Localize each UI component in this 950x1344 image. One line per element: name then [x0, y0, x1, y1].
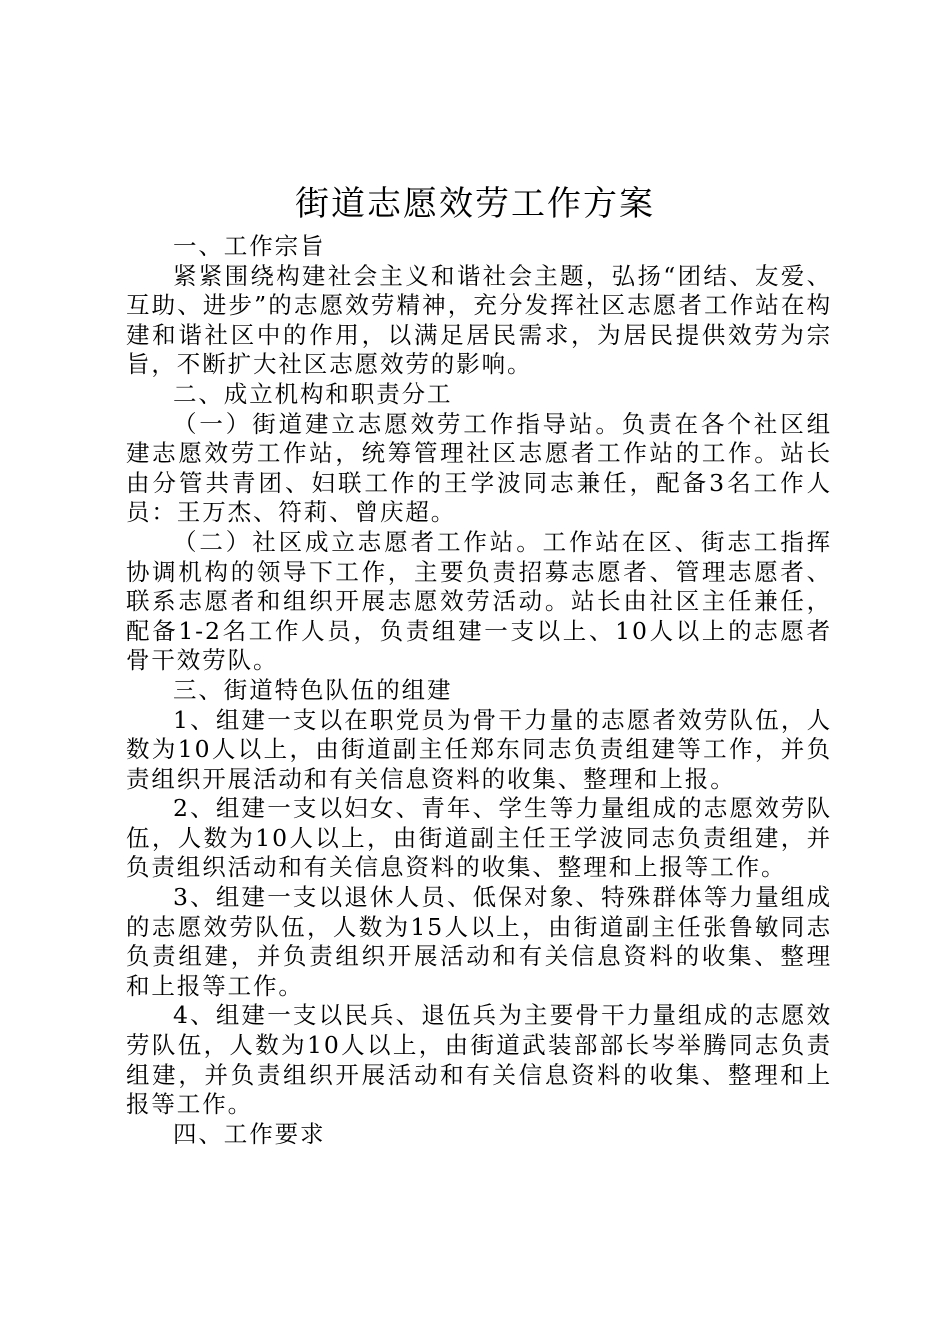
paragraph: 2、组建一支以妇女、青年、学生等力量组成的志愿效劳队伍，人数为10人以上，由街道副主任王学波同志负责组建，并负责组织活动和有关信息资料的收集、整理和上报等工作。	[126, 794, 832, 882]
section-heading-purpose: 一、工作宗旨	[173, 232, 326, 260]
document-title: 街道志愿效劳工作方案	[295, 184, 655, 224]
paragraph: （一）街道建立志愿效劳工作指导站。负责在各个社区组建志愿效劳工作站，统筹管理社区志愿者工作站的工作。站长由分管共青团、妇联工作的王学波同志兼任，配备3名工作人员：王万杰、符莉、曾庆超。	[126, 409, 832, 527]
paragraph: 紧紧围绕构建社会主义和谐社会主题，弘扬“团结、友爱、互助、进步”的志愿效劳精神，充分发挥社区志愿者工作站在构建和谐社区中的作用，以满足居民需求，为居民提供效劳为宗旨，不断扩大社区志愿效劳的影响。	[126, 261, 832, 379]
section-heading-requirements: 四、工作要求	[173, 1119, 326, 1148]
document-body	[126, 232, 832, 1149]
paragraph: 1、组建一支以在职党员为骨干力量的志愿者效劳队伍，人数为10人以上，由街道副主任郑东同志负责组建等工作，并负责组织开展活动和有关信息资料的收集、整理和上报。	[126, 705, 832, 793]
section-heading-organization: 二、成立机构和职责分工	[173, 379, 453, 408]
paragraph: 3、组建一支以退休人员、低保对象、特殊群体等力量组成的志愿效劳队伍，人数为15人以上，由街道副主任张鲁敏同志负责组建，并负责组织开展活动和有关信息资料的收集、整理和上报等工作。	[126, 883, 832, 1000]
section-heading-teams: 三、街道特色队伍的组建	[173, 675, 453, 704]
paragraph: （二）社区成立志愿者工作站。工作站在区、街志工指挥协调机构的领导下工作，主要负责招募志愿者、管理志愿者、联系志愿者和组织开展志愿效劳活动。站长由社区主任兼任，配备1-2名工作人员，负责组建一支以上、10人以上的志愿者骨干效劳队。	[126, 527, 832, 675]
paragraph: 4、组建一支以民兵、退伍兵为主要骨干力量组成的志愿效劳队伍，人数为10人以上，由街道武装部部长岑举腾同志负责组建，并负责组织开展活动和有关信息资料的收集、整理和上报等工作。	[126, 1001, 832, 1119]
